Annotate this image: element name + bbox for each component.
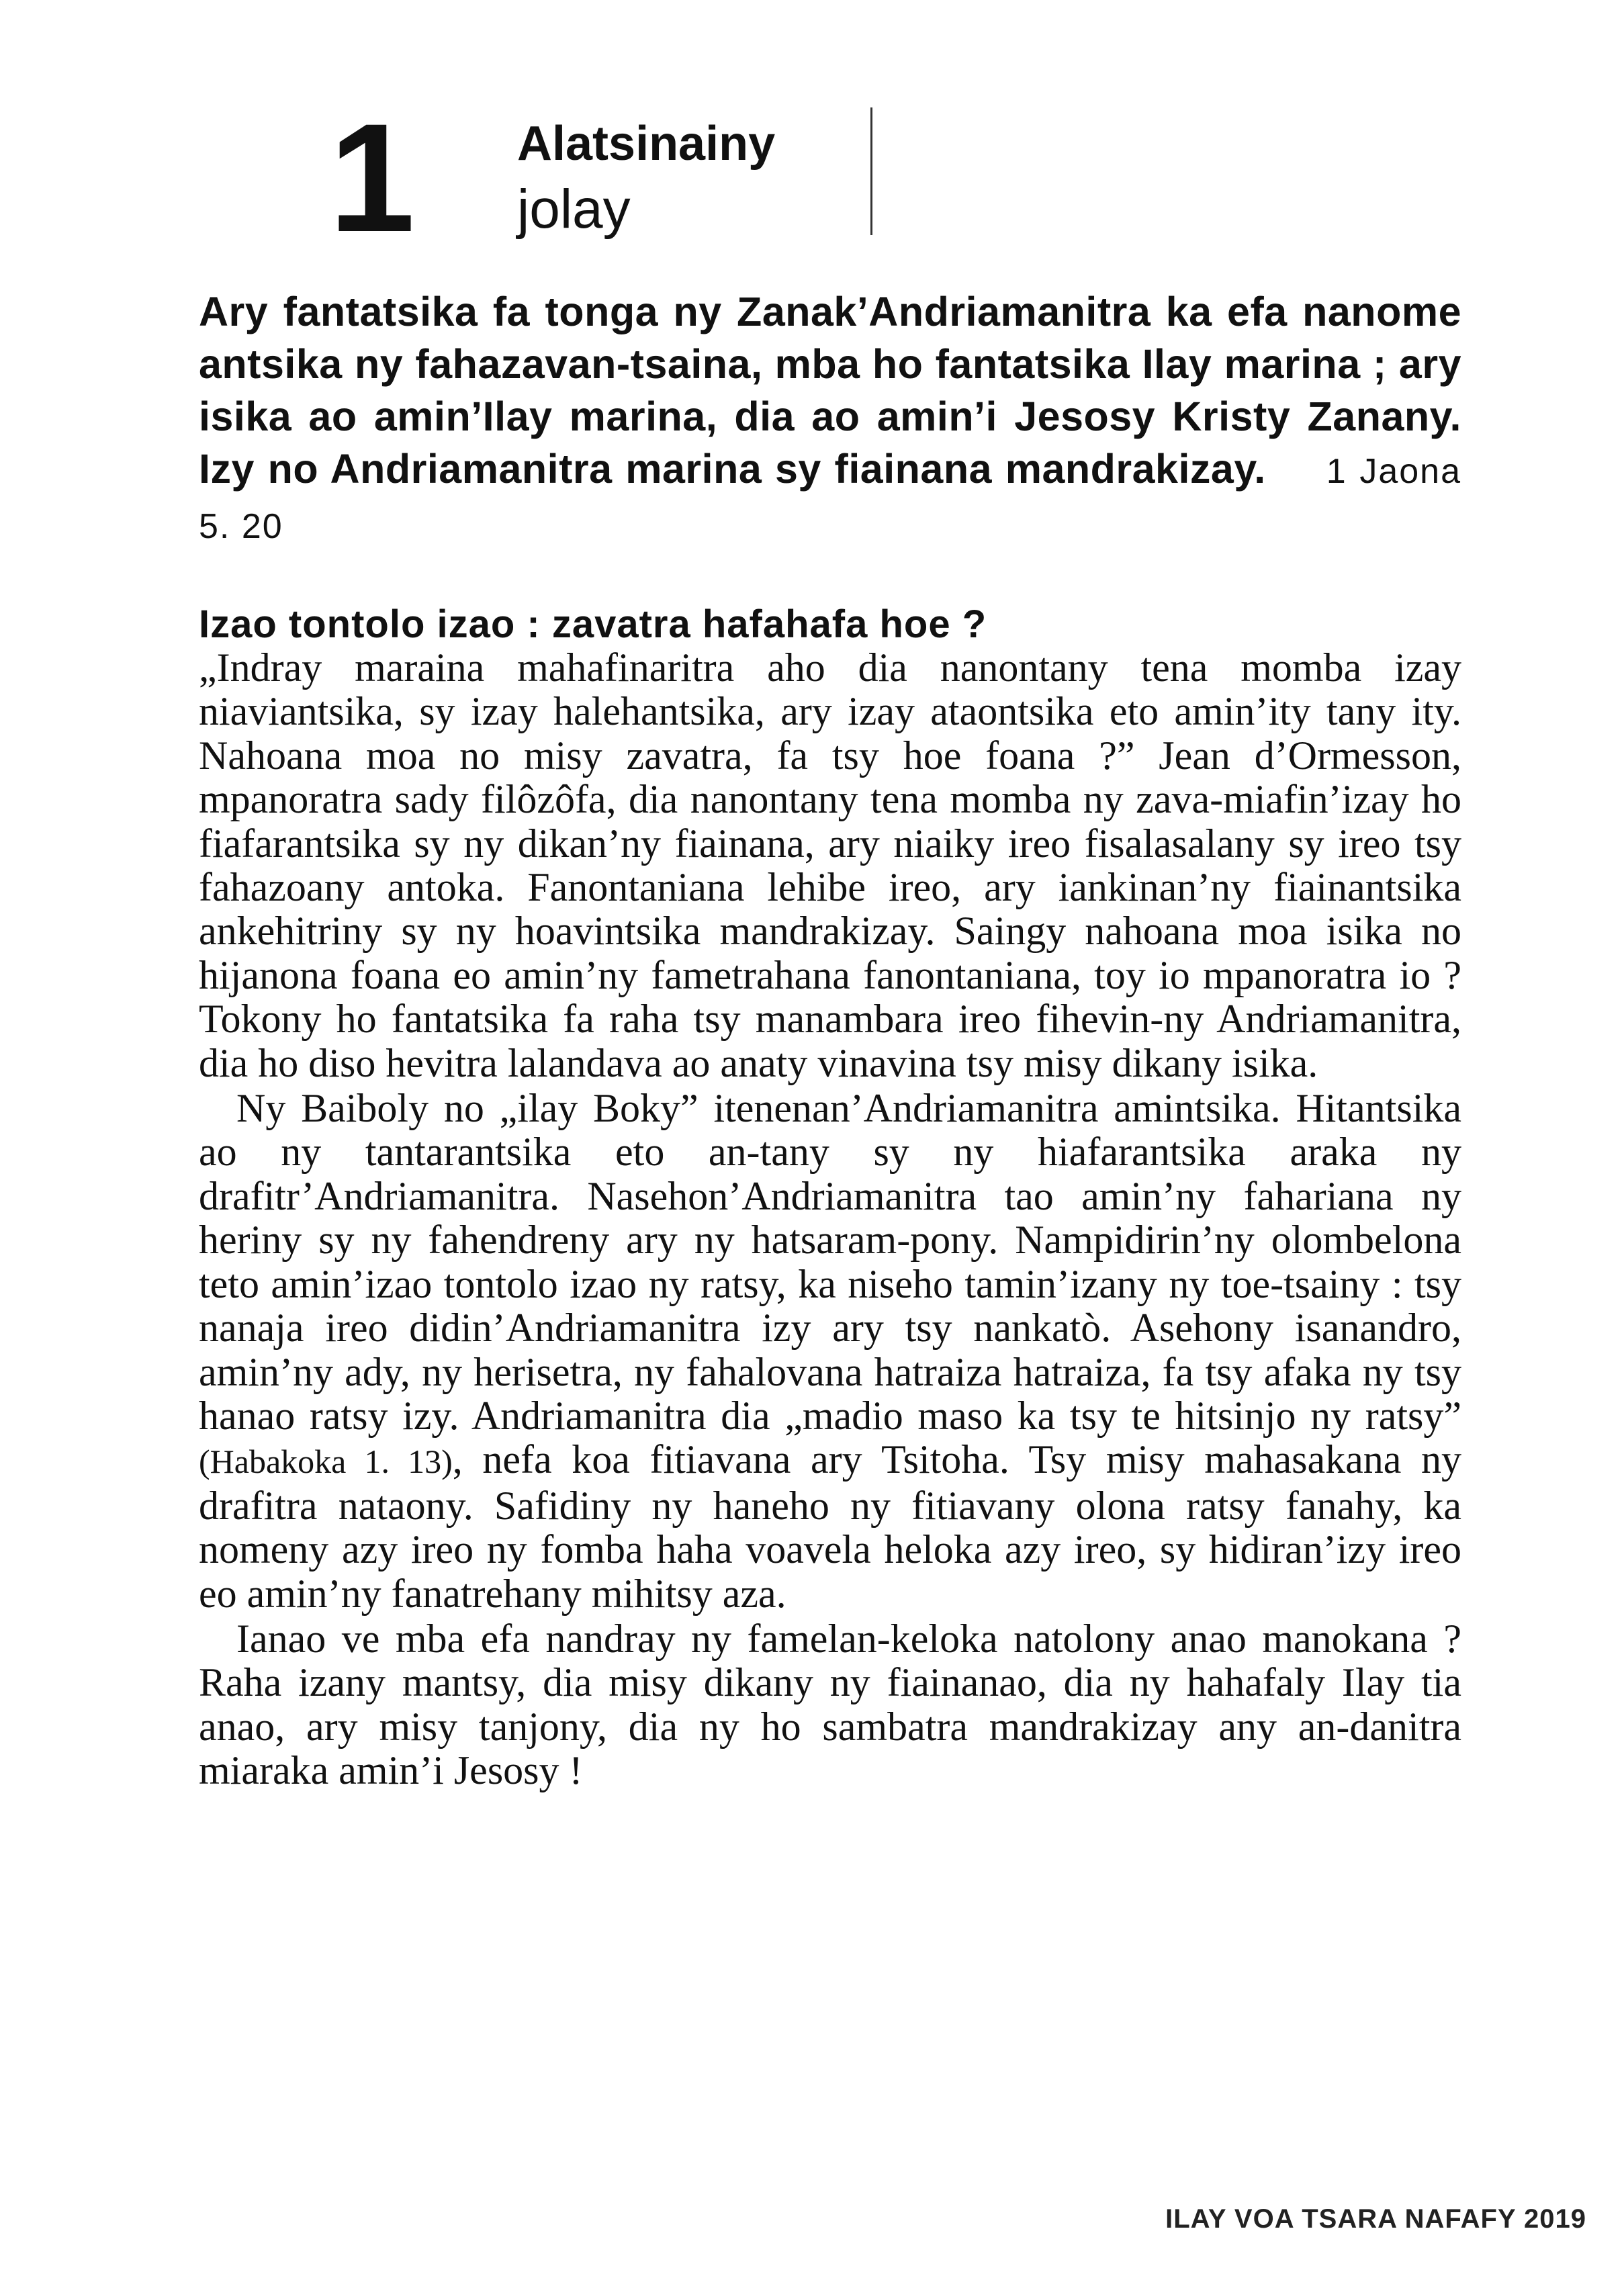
section-title: Izao tontolo izao : zavatra hafahafa hoe ? — [199, 602, 987, 646]
header-divider — [870, 107, 872, 235]
paragraph-1: „Indray maraina mahafinaritra aho dia nanontany tena momba izay niaviantsika, sy izay halehantsika, ary izay ataontsika eto amin’ity tany ity. Nahoana moa no misy zavatra, fa tsy hoe foana ?” Jean d’Ormesson, mpanoratra sady filôzôfa, dia nanontany tena momba ny zava-miafin’izay ho fiafarantsika sy ny dikan’ny fiainana, ary niaiky ireo fisalasalany sy ireo tsy fahazoany antoka. Fanontaniana lehibe ireo, ary iankinan’ny fiainantsika ankehitriny sy ny hoavintsika mandrakizay. Saingy nahoana moa isika no hijanona foana eo amin’ny fametrahana fanontaniana, toy io mpanoratra io ? Tokony ho fantatsika fa raha tsy manambara ireo fihevin-ny Andriamanitra, dia ho diso hevitra lalandava ao anaty vinavina tsy misy dikany isika. — [199, 645, 1461, 1085]
paragraph-2-text-end: , nefa koa fitiavana ary Tsitoha. Tsy misy mahasakana ny drafitra nataony. Safidiny ny haneho ny fitiavany olona ratsy fanahy, ka nomeny azy ireo ny fomba haha voavela heloka azy ireo, sy hidiran’izy ireo eo amin’ny fanatrehany mihitsy aza. — [199, 1437, 1461, 1616]
daily-verse — [199, 285, 1461, 553]
article-body — [199, 646, 1461, 1793]
paragraph-3: Ianao ve mba efa nandray ny famelan-keloka natolony anao manokana ? Raha izany mantsy, dia misy dikany ny fiainanao, dia ny hahafaly Ilay tia anao, ary misy tanjony, dia ny ho sambatra mandrakizay any an-danitra miaraka amin’i Jesosy ! — [199, 1616, 1461, 1793]
verse-text: Ary fantatsika fa tonga ny Zanak’Andriamanitra ka efa nanome antsika ny fahazavan-tsaina, mba ho fantatsika Ilay marina ; ary isika ao amin’Ilay marina, dia ao amin’i Jesosy Kristy Zanany. Izy no Andriamanitra marina sy fiainana mandrakizay. — [199, 289, 1461, 492]
paragraph-2 — [199, 1087, 1461, 1616]
bible-citation: (Habakoka 1. 13) — [199, 1443, 453, 1481]
verse-reference: 1 Jaona 5. 20 — [199, 452, 1462, 546]
day-name: Alatsinainy — [517, 117, 776, 171]
page-footer: ILAY VOA TSARA NAFAFY 2019 — [1165, 2204, 1586, 2234]
month-name: jolay — [517, 179, 631, 240]
paragraph-2-text: Ny Baiboly no „ilay Boky” itenenan’Andriamanitra amintsika. Hitantsika ao ny tantarantsika eto an-tany sy ny hiafarantsika araka ny drafitr’Andriamanitra. Nasehon’Andriamanitra tao amin’ny fahariana ny heriny sy ny fahendreny ary ny hatsaram-pony. Nampidirin’ny olombelona teto amin’izao tontolo izao ny ratsy, ka niseho tamin’izany ny toe-tsainy : tsy nanaja ireo didin’Andriamanitra izy ary tsy nankatò. Asehony isanandro, amin’ny ady, ny herisetra, ny fahalovana hatraiza hatraiza, fa tsy afaka ny tsy hanao ratsy izy. Andriamanitra dia „madio maso ka tsy te hitsinjo ny ratsy” — [199, 1086, 1461, 1438]
day-number: 1 — [329, 91, 412, 264]
